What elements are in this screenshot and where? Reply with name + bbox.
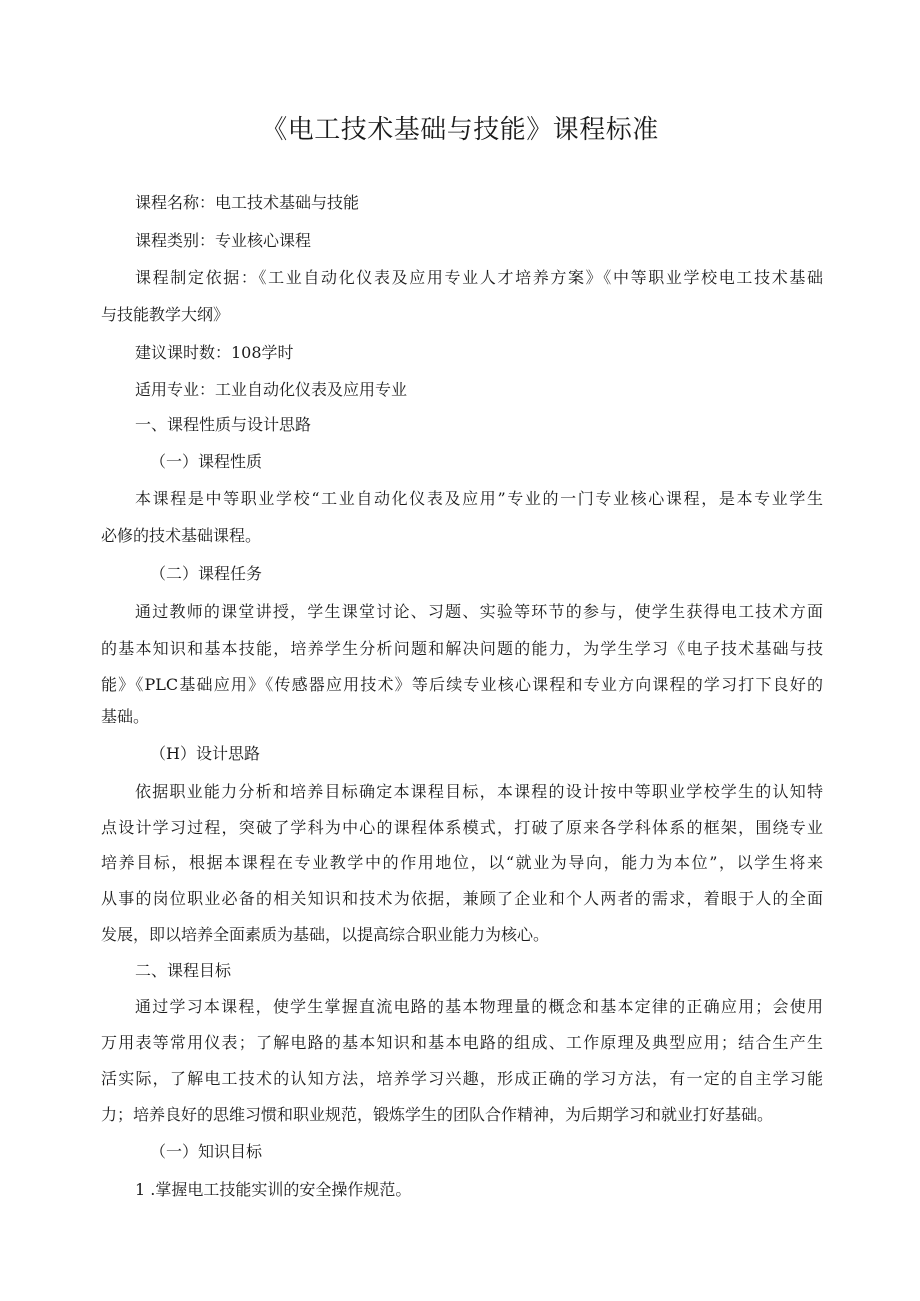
paragraph-line: 依据职业能力分析和培养目标确定本课程目标，本课程的设计按中等职业学校学生的认知特 (135, 782, 823, 801)
paragraph-line: 发展，即以培养全面素质为基础，以提高综合职业能力为核心。 (101, 925, 550, 944)
subsection-heading-design: （H）设计思路 (150, 744, 260, 763)
course-hours-line: 建议课时数：108学时 (135, 343, 294, 362)
subsection-heading-task: （二）课程任务 (150, 564, 263, 583)
paragraph-line: 力；培养良好的思维习惯和职业规范，锻炼学生的团队合作精神，为后期学习和就业打好基础。 (101, 1105, 774, 1124)
paragraph-line: 必修的技术基础课程。 (101, 526, 262, 545)
document-title: 《电工技术基础与技能》课程标准 (261, 115, 659, 145)
section-heading-2: 二、课程目标 (135, 961, 232, 980)
section-heading-1: 一、课程性质与设计思路 (135, 415, 312, 434)
subsection-heading-nature: （一）课程性质 (150, 452, 263, 471)
paragraph-line: 能》《PLC基础应用》《传感器应用技术》等后续专业核心课程和专业方向课程的学习打下良好的 (101, 675, 823, 694)
paragraph-line: 通过教师的课堂讲授，学生课堂讨论、习题、实验等环节的参与，使学生获得电工技术方面 (135, 602, 823, 621)
subsection-heading-knowledge: （一）知识目标 (150, 1142, 263, 1161)
paragraph-line: 的基本知识和基本技能，培养学生分析问题和解决问题的能力，为学生学习《电子技术基础与技 (101, 639, 823, 658)
list-item: 1 .掌握电工技能实训的安全操作规范。 (135, 1180, 412, 1199)
paragraph-line: 万用表等常用仪表；了解电路的基本知识和基本电路的组成、工作原理及典型应用；结合生产生 (101, 1033, 823, 1052)
paragraph-line: 本课程是中等职业学校“工业自动化仪表及应用”专业的一门专业核心课程，是本专业学生 (135, 489, 823, 508)
course-basis-line-cont: 与技能教学大纲》 (101, 305, 230, 324)
paragraph-line: 培养目标，根据本课程在专业教学中的作用地位，以“就业为导向，能力为本位”，以学生将来 (101, 853, 823, 872)
paragraph-line: 从事的岗位职业必备的相关知识和技术为依据，兼顾了企业和个人两者的需求，着眼于人的全面 (101, 889, 823, 908)
course-category-line: 课程类别：专业核心课程 (135, 231, 312, 250)
paragraph-line: 通过学习本课程，使学生掌握直流电路的基本物理量的概念和基本定律的正确应用；会使用 (135, 997, 823, 1016)
course-name-line: 课程名称：电工技术基础与技能 (135, 193, 360, 212)
course-basis-line: 课程制定依据：《工业自动化仪表及应用专业人才培养方案》《中等职业学校电工技术基础 (135, 268, 823, 287)
paragraph-line: 活实际，了解电工技术的认知方法，培养学习兴趣，形成正确的学习方法，有一定的自主学习能 (101, 1069, 823, 1088)
paragraph-line: 点设计学习过程，突破了学科为中心的课程体系模式，打破了原来各学科体系的框架，围绕专业 (101, 818, 823, 837)
paragraph-line: 基础。 (101, 707, 150, 726)
applicable-major-line: 适用专业：工业自动化仪表及应用专业 (135, 380, 408, 399)
